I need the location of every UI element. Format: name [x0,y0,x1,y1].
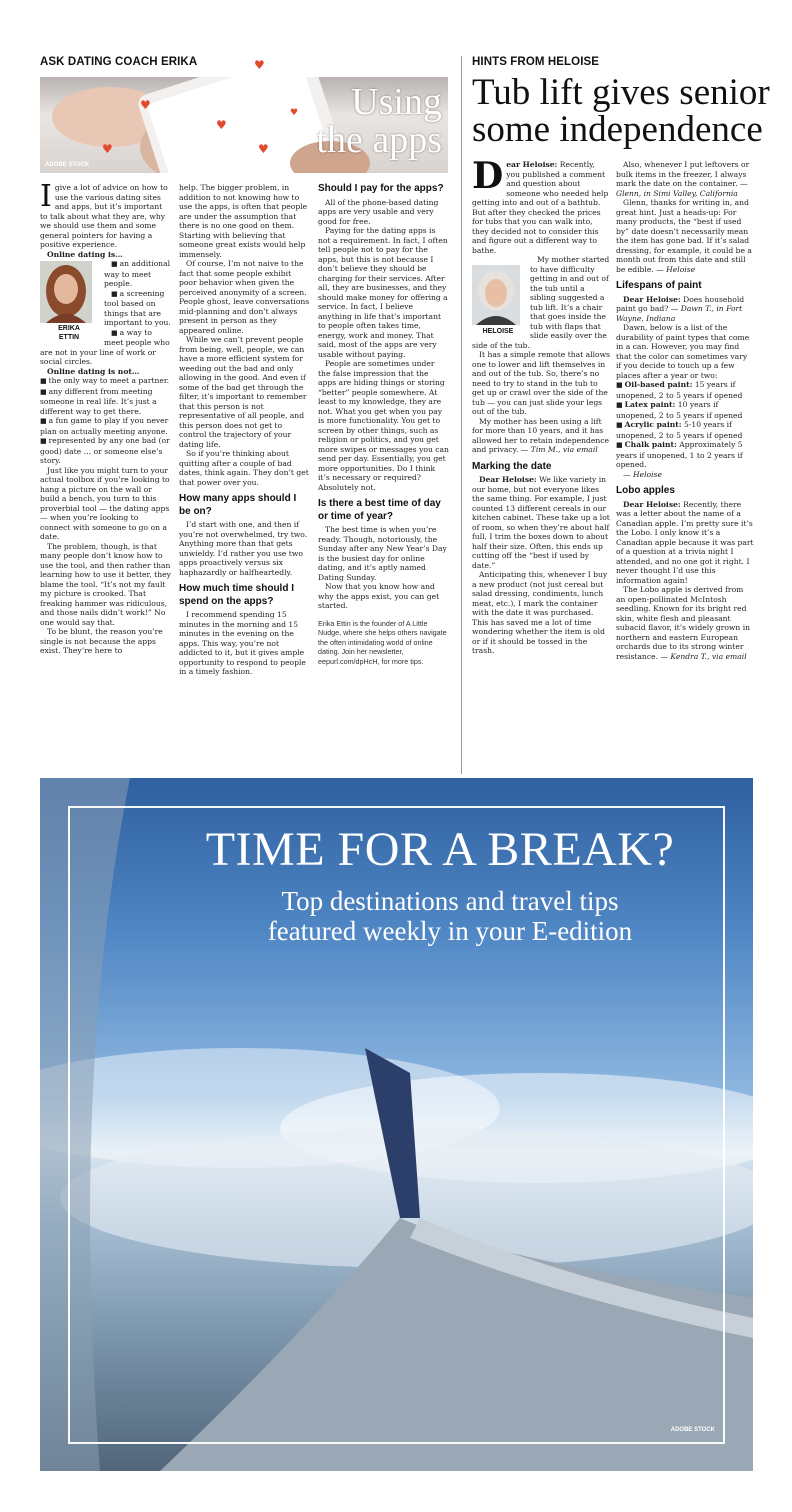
article-paragraph: Dear Heloise: Recently, there was a letter about the name of a Canadian apple. I’m pretty sure it’s the Lobo. I only know it’s a Canadian apple because it was part of a question at a trivia night I attended, and no one got it right. I never thought I’d use this information again! [616,499,754,585]
mug-caption: ERIKA ETTIN [58,325,80,341]
article-paragraph: Of course, I’m not naive to the fact that some people exhibit poor behavior when given the perceived anonymity of a screen. People ghost, leave conversations mid-planning and don’t always present in person as they appeared online. [179,259,310,335]
dating-column-2 [179,183,310,778]
photo-credit: ADOBE STOCK [45,162,90,168]
heloise-column-1 [472,160,610,778]
list-item: ■ Oil-based paint: 15 years if unopened, 2 to 5 years if opened [616,380,754,400]
promo-subtitle: Top destinations and travel tips featured weekly in your E-edition [267,886,633,946]
heloise-section-kicker: HINTS FROM HELOISE [472,56,600,68]
e-edition-promo-ad[interactable] [40,778,753,1471]
list-item: ■ any different from meeting someone in real life. It’s just a different way to get there. [40,387,171,417]
article-paragraph: I recommend spending 15 minutes in the morning and 15 minutes in the evening on the apps. This way, you’re not addicted to it, but it gives ample opportunity to respond to people in a timely fashion. [179,610,306,676]
dating-section-kicker: ASK DATING COACH ERIKA [40,56,198,68]
promo-title: TIME FOR A BREAK? [205,823,675,876]
article-paragraph: The best time is when you’re ready. Though, notoriously, the Sunday after any New Year’s Day is the busiest day for online dating, and it’s aptly named Dating Sunday. [318,525,447,582]
heloise-photo [472,265,520,325]
list-item: ■ represented by any one bad (or good) date … or someone else’s story. [40,436,171,466]
article-paragraph: So if you’re thinking about quitting after a couple of bad dates, think again. They don’t get that power over you. [179,449,309,487]
article-paragraph: My mother has been using a lift for more than 10 years, and it has allowed her to retain independence and privacy. — Tim M., via email [472,416,610,454]
article-paragraph: To be blunt, the reason you’re single is not because the apps exist. They’re here to [40,627,163,655]
heart-icon: ♥ [254,58,265,72]
article-paragraph: Dawn, below is a list of the durability of paint types that come in a can. However, you may find that the color can sometimes vary if you decide to touch up a few places after a year or two: [616,323,750,380]
dating-hero-title: Using the apps [316,81,442,161]
list-item: ■ the only way to meet a partner. [40,376,171,387]
heart-icon: ♥ [102,142,113,156]
article-paragraph: Paying for the dating apps is not a requirement. In fact, I often tell people not to pay for the apps, but this is not because I don’t believe they should be charging for their services. After all, they are businesses, and they should make money for offering a service. In fact, I believe anything in life that’s important to people often takes time, energy, work and money. That said, most of the apps are very usable without paying. [318,226,448,359]
article-paragraph: All of the phone-based dating apps are very usable and very good for free. [318,197,439,226]
article-paragraph: My mother started to have difficulty getting in and out of the tub until a sibling suggested a tub lift. It’s a chair that goes inside the tub with flaps that slide easily over the side of the tub. [472,255,610,350]
dating-column-1 [40,183,171,778]
heloise-headline: Tub lift gives senior some independence [472,72,770,150]
article-paragraph: Now that you know how and why the apps exist, you can get started. [318,582,440,610]
mug-caption: HELOISE [482,328,514,335]
list-heading: Online dating is… [47,249,123,259]
subheading: Marking the date [472,460,552,472]
article-paragraph: Also, whenever I put leftovers or bulk items in the freezer, I always mark the date on the container. — Glenn, in Simi Valley, California [616,160,750,198]
dating-column-3 [318,183,449,778]
article-paragraph: The problem, though, is that many people don’t know how to use the tool, and then rather than learning how to use it better, they blame the tool. “It’s not my fault my picture is crooked. That freaking hammer was ridiculous, and those nails didn’t work!” No one would say that. [40,541,171,627]
heart-icon: ♥ [216,118,227,132]
article-paragraph: It has a simple remote that allows one to lower and lift themselves in and out of the tub. So, there’s no need to try to stand in the tub to get up or crawl over the side of the tub — you can just slide your legs out of the tub. [472,350,610,416]
article-paragraph: Igive a lot of advice on how to use the various dating sites and apps, but it’s important to talk about what they are, why we should use them and some general pointers for having a positive experience. [40,183,168,249]
erika-ettin-mug [40,261,98,342]
article-paragraph: Glenn, thanks for writing in, and great hint. Just a heads-up: For many products, the “best if used by” date doesn’t necessarily mean the item has gone bad. If it’s salad dressing, for example, it could be a month out from this date and still be edible. — Heloise [616,198,752,274]
erika-ettin-photo [40,261,92,323]
heloise-column-2 [616,160,754,778]
list-item: ■ Latex paint: 10 years if unopened, 2 to 5 years if opened [616,400,754,420]
subheading: Is there a best time of day or time of year? [318,498,441,522]
article-paragraph: The Lobo apple is derived from an open-pollinated McIntosh seedling. Known for its bright red skin, white flesh and pleasant subacid flavor, it’s widely grown in northern and eastern European orchards due to its strong winter resistance. — Kendra T., via email [616,585,751,661]
list-item: ■ a fun game to play if you never plan on actually meeting anyone. [40,416,171,436]
list-item: ■ a screening tool based on things that are important to you. [40,289,171,328]
list-item: ■ an additional way to meet people. [40,259,171,289]
dating-hero-image [40,77,448,173]
heart-icon: ♥ [140,98,151,112]
article-paragraph: Anticipating this, whenever I buy a new product (not just cereal but salad dressing, condiments, lunch meat, etc.), I mark the container with the date it was purchased. This has saved me a lot of time wondering whether the item is old or if it should be tossed in the trash. [472,570,608,655]
list-item: ■ Acrylic paint: 5-10 years if unopened, 2 to 5 years if opened [616,420,754,440]
list-item: ■ Chalk paint: Approximately 5 years if unopened, 1 to 2 years if opened. [616,440,754,470]
column-divider [461,56,462,774]
list-heading: Online dating is not… [47,366,140,376]
article-paragraph: I’d start with one, and then if you’re not overwhelmed, try two. Anything more than that gets unwieldy. I’d rather you use two apps proactively versus six haphazardly or halfheartedly. [179,520,308,577]
subheading: How much time should I spend on the apps? [179,583,295,607]
heart-icon: ♥ [290,108,299,118]
article-paragraph: help. The bigger problem, in addition to not knowing how to use the apps, is often that people are under the assumption that there is no one good on them. Starting with believing that someone great exists would help immensely. [179,183,308,259]
list-item: ■ a way to meet people who are not in your line of work or social circles. [40,328,171,367]
subheading: How many apps should I be on? [179,493,297,517]
heloise-mug [472,265,524,337]
photo-credit: ADOBE STOCK [670,1427,715,1433]
article-paragraph: Dear Heloise: We like variety in our home, but not everyone likes the same thing. For example, I just counted 13 different cereals in our kitchen cabinet. These take up a lot of room, so when they’re about half full, I trim the boxes down to about half their size. Often, this ends up cutting off the “best if used by date.” [472,475,610,570]
subheading: Lobo apples [616,485,675,496]
article-paragraph: Dear Heloise: Recently, you published a comment and question about someone who needed help getting into and out of a bathtub. But after they checked the prices for tubs that you can walk into, they decided not to consider this and figure out a different way to bathe. [472,160,609,255]
article-paragraph: Dear Heloise: Does household paint go bad? — Dawn T., in Fort Wayne, Indiana [616,294,745,323]
subheading: Lifespans of paint [616,280,702,291]
subheading: Should I pay for the apps? [318,183,444,194]
article-paragraph: While we can’t prevent people from being, well, people, we can have a more efficient system for weeding out the bad and only allowing in the good. And even if some of the bad get through the filter, it’s important to remember that this person is not representative of all people, and this person does not get to control the trajectory of your dating life. [179,335,307,449]
signature: — Heloise [623,469,662,479]
article-paragraph: Just like you might turn to your actual toolbox if you’re looking to hang a picture on the wall or build a bench, you turn to this proverbial tool — the dating apps — when you’re looking to connect with someone to go on a date. [40,465,170,541]
author-bio: Erika Ettin is the founder of A Little Nudge, where she helps others navigate the often intimidating world of online dating. Join her newsletter, eepurl.com/dpHcH, for more tips. [318,618,447,666]
article-paragraph: People are sometimes under the false impression that the apps are hiding things or storing “better” people somewhere. At least to my knowledge, they are not. What you get when you pay is more functionality. You get to screen by other things, such as religion or politics, and you get more swipes or messages you can send per day. Essentially, you get more opportunities. Do I think it’s necessary or required? Absolutely not. [318,359,449,492]
heart-icon: ♥ [258,142,269,156]
